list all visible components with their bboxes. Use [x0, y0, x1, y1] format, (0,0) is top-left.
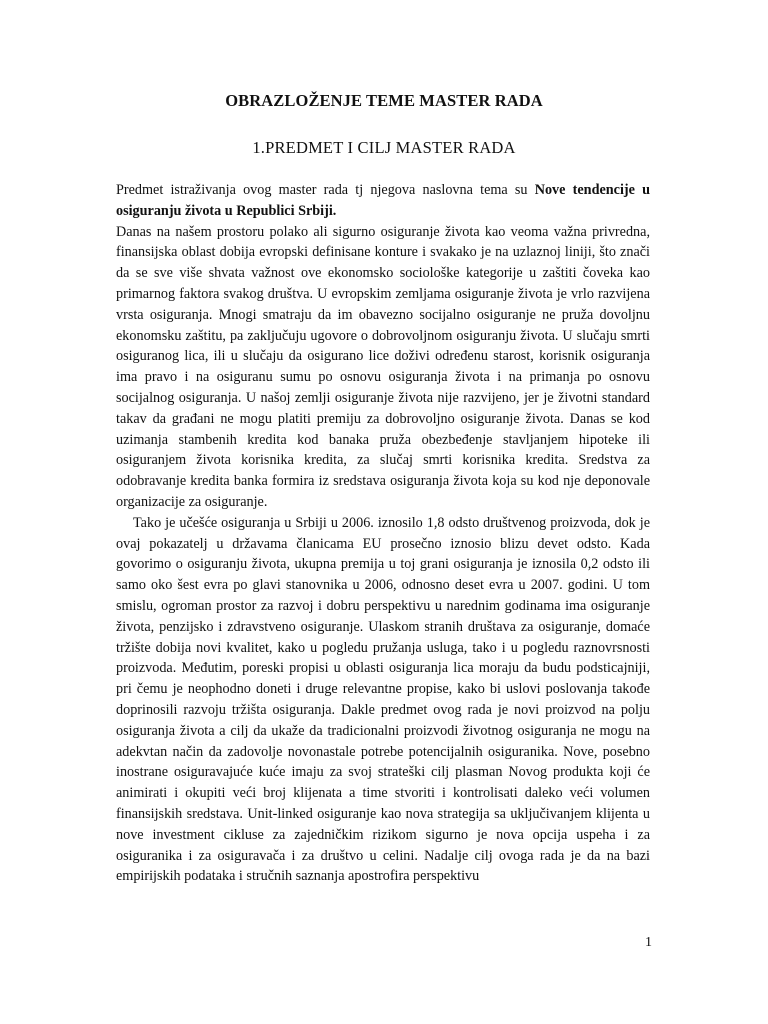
intro-text: Predmet istraživanja ovog master rada tj njegova naslovna tema su — [116, 182, 535, 198]
page-number: 1 — [645, 935, 652, 950]
document-title: OBRAZLOŽENJE TEME MASTER RADA — [225, 91, 543, 110]
thesis-topic: Nove tendencije u osiguranju života u Republici Srbiji. — [116, 182, 650, 219]
body-text — [116, 180, 650, 887]
paragraph-1: Danas na našem prostoru polako ali sigurno osiguranje života kao veoma važna privredna, finansijska oblast dobija evropski definisane konture i svakako je na uzlaznoj liniji, što znači da se sve više shvata važnost ove ekonomsko sociološke kategorije u zaštiti čoveka kao primarnog faktora svakog društva. U evropskim zemljama osiguranje života je vrlo razvijena vrsta osiguranja. Mnogi smatraju da im obavezno socijalno osiguranje ne pruža dovoljnu ekonomsku zaštitu, pa zaključuju ugovore o dobrovoljnom osiguranju života. U slučaju smrti osiguranog lica, ili u slučaju da osigurano lice doživi određenu starost, korisnik osiguranja ima pravo i na osiguranu sumu po osnovu osiguranja života i na primanja po osnovu socijalnog osiguranja. U našoj zemlji osiguranje života nije razvijeno, jer je životni standard takav da građani ne mogu platiti premiju za dobrovoljno osiguranje života. Danas se kod uzimanja stambenih kredita kod banaka pruža obezbeđenje stavljanjem hipoteke ili osiguranjem života korisnika kredita, za slučaj smrti korisnika kredita. Sredstva za odobravanje kredita banka formira iz sredstava osiguranja života koja su kod nje deponovale organizacije za osiguranje. — [116, 223, 650, 510]
section-heading: 1.PREDMET I CILJ MASTER RADA — [252, 138, 516, 157]
paragraph-2: Tako je učešće osiguranja u Srbiji u 2006. iznosilo 1,8 odsto društvenog proizvoda, dok je ovaj pokazatelj u državama članicama EU prosečno iznosio blizu devet odsto. Kada govorimo o osiguranju života, ukupna premija u toj grani osiguranja je iznosila 0,2 odsto ili samo oko šest evra po glavi stanovnika u 2006, odnosno deset evra u 2007. godini. U tom smislu, ogroman prostor za razvoj i dobru perspektivu u narednim godinama ima osiguranje života, penzijsko i zdravstveno osiguranje. Ulaskom stranih društava za osiguranje, domaće tržište dobija novi kvalitet, kako u pogledu pružanja usluga, tako i u pogledu raznovrsnosti proizvoda. Međutim, poreski propisi u oblasti osiguranja lica moraju da budu podsticajniji, pri čemu je neophodno doneti i druge relevantne propise, kako bi uslovi poslovanja takođe doprinosili razvoju tržišta osiguranja. Dakle predmet ovog rada je novi proizvod na polju osiguranja života a cilj da ukaže da tradicionalni proizvodi životnog osiguranja ne mogu na adekvtan način da zadovolje novonastale potrebe potencijalnih osiguranika. Nove, posebno inostrane osiguravajuće kuće imaju za svoj strateški cilj plasman Novog produkta koji će animirati i okupiti veći broj klijenata a time stvoriti i kontrolisati daleko veći volumen finansijskih sredstava. Unit-linked osiguranje kao nova strategija sa uključivanjem klijenta u nove investment cikluse za zajedničkim rizikom sigurno je nova opcija uspeha i za osiguranika i za osiguravača i za društvo u celini. Nadalje cilj ovoga rada je da na bazi empirijskih podataka i stručnih saznanja apostrofira perspektivu — [116, 514, 650, 885]
intro-paragraph — [116, 180, 650, 222]
